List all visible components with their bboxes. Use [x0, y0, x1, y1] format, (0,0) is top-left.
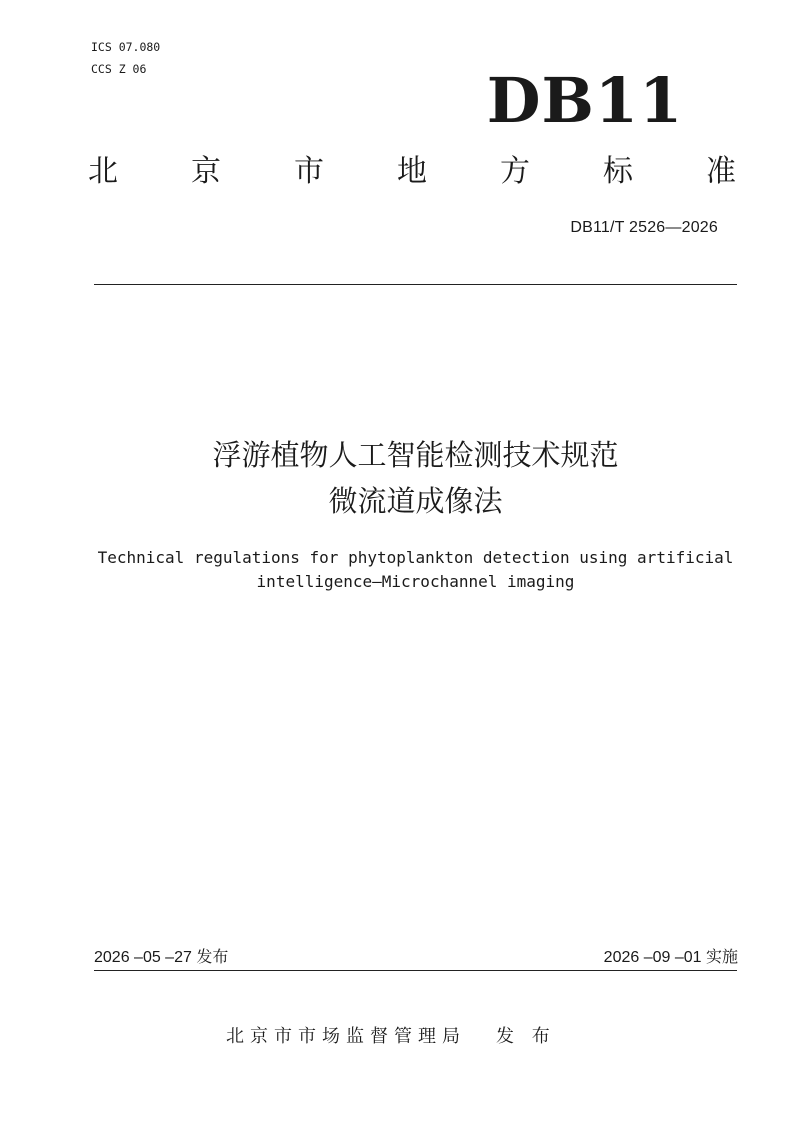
- issuing-authority: [226, 1024, 556, 1050]
- standard-type-char: 北: [88, 154, 118, 189]
- standard-type-char: 京: [191, 154, 221, 189]
- chinese-title-line: 浮游植物人工智能检测技术规范: [212, 438, 619, 472]
- standard-type-char: 标: [603, 154, 633, 189]
- chinese-title: [94, 432, 737, 524]
- issue-date: 2026 –05 –27 发布: [94, 949, 229, 966]
- standard-type-char: 方: [500, 154, 530, 189]
- header-divider: [94, 284, 737, 285]
- ics-code: ICS 07.080: [91, 40, 161, 54]
- issuer-org: 北京市市场监督管理局: [226, 1026, 466, 1047]
- chinese-title-line: 微流道成像法: [328, 484, 503, 518]
- standard-type-heading: [88, 152, 736, 192]
- english-title-line: Technical regulations for phytoplankton detection using artificial: [97, 548, 734, 567]
- footer-divider: [94, 970, 737, 971]
- standard-type-char: 市: [294, 154, 324, 189]
- standard-number: DB11/T 2526—2026: [570, 219, 718, 236]
- standard-type-char: 准: [706, 154, 736, 189]
- implementation-date: 2026 –09 –01 实施: [603, 949, 738, 966]
- english-title: [60, 546, 771, 594]
- ccs-code: CCS Z 06: [91, 62, 147, 76]
- english-title-line: intelligence—Microchannel imaging: [256, 572, 575, 591]
- standard-type-char: 地: [397, 154, 427, 189]
- db11-logo: DB11: [486, 64, 684, 137]
- issuer-action: 发 布: [496, 1026, 556, 1047]
